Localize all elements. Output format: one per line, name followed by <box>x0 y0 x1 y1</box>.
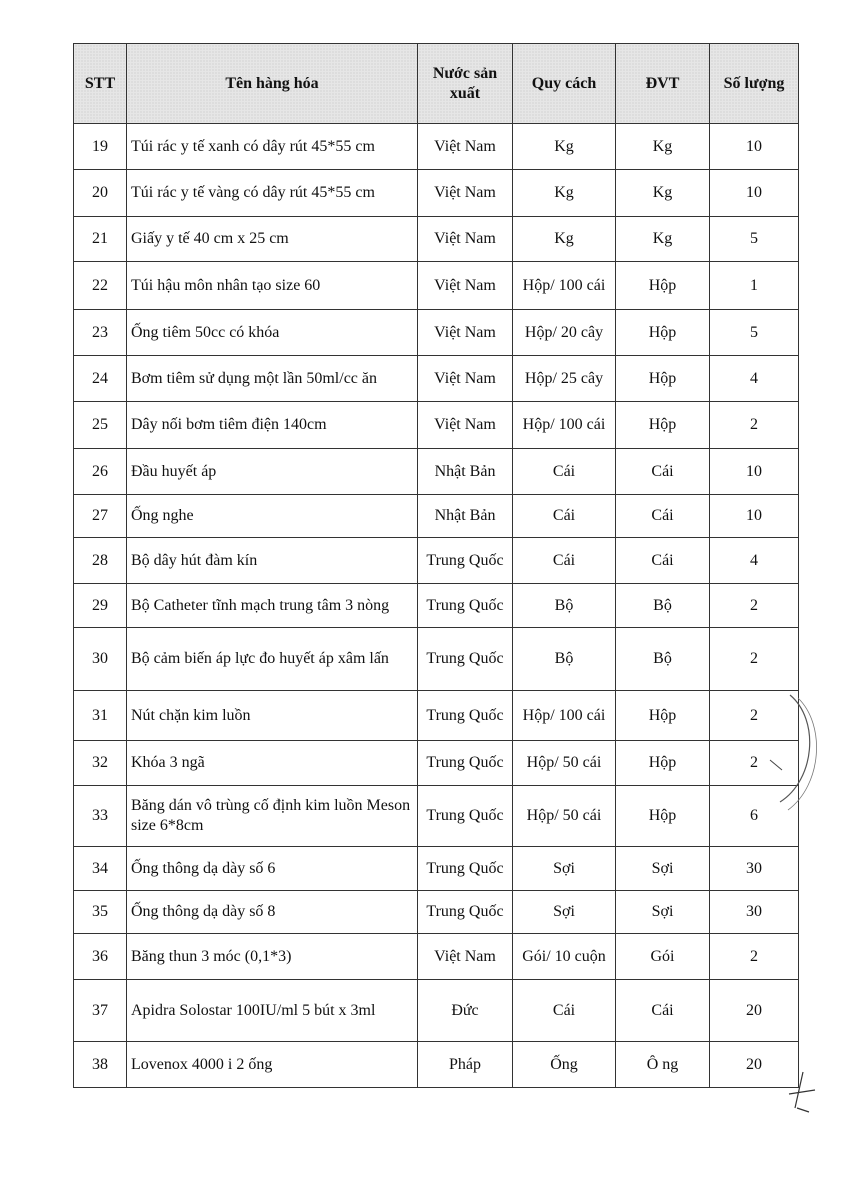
table-row <box>74 584 799 628</box>
row-origin: Việt Nam <box>418 356 513 402</box>
row-name: Bơm tiêm sử dụng một lần 50ml/cc ăn <box>127 356 418 402</box>
row-origin: Trung Quốc <box>418 628 513 691</box>
row-unit: Hộp <box>616 310 710 356</box>
row-qty: 30 <box>710 847 799 891</box>
row-spec: Kg <box>513 217 616 262</box>
row-origin: Việt Nam <box>418 217 513 262</box>
row-stt: 27 <box>74 495 127 538</box>
header-qty: Số lượng <box>710 44 799 124</box>
row-unit: Sợi <box>616 847 710 891</box>
row-spec: Hộp/ 100 cái <box>513 262 616 310</box>
row-name: Đầu huyết áp <box>127 449 418 495</box>
row-origin: Nhật Bản <box>418 449 513 495</box>
row-spec: Gói/ 10 cuộn <box>513 934 616 980</box>
row-name: Túi hậu môn nhân tạo size 60 <box>127 262 418 310</box>
row-origin: Việt Nam <box>418 934 513 980</box>
row-name: Nút chặn kim luồn <box>127 691 418 741</box>
row-stt: 20 <box>74 170 127 217</box>
table-row <box>74 891 799 934</box>
row-stt: 29 <box>74 584 127 628</box>
table-row <box>74 495 799 538</box>
row-name: Khóa 3 ngã <box>127 741 418 786</box>
row-stt: 37 <box>74 980 127 1042</box>
row-spec: Hộp/ 50 cái <box>513 741 616 786</box>
row-qty: 2 <box>710 584 799 628</box>
row-unit: Hộp <box>616 741 710 786</box>
table-row <box>74 402 799 449</box>
row-unit: Hộp <box>616 356 710 402</box>
table-row <box>74 934 799 980</box>
header-stt: STT <box>74 44 127 124</box>
row-unit: Ô ng <box>616 1042 710 1088</box>
row-name: Bộ Catheter tĩnh mạch trung tâm 3 nòng <box>127 584 418 628</box>
row-name: Ống nghe <box>127 495 418 538</box>
row-stt: 31 <box>74 691 127 741</box>
row-spec: Cái <box>513 495 616 538</box>
row-spec: Cái <box>513 538 616 584</box>
row-qty: 5 <box>710 310 799 356</box>
row-stt: 36 <box>74 934 127 980</box>
row-spec: Bộ <box>513 584 616 628</box>
table-row <box>74 449 799 495</box>
row-stt: 23 <box>74 310 127 356</box>
row-spec: Ống <box>513 1042 616 1088</box>
row-stt: 32 <box>74 741 127 786</box>
row-stt: 33 <box>74 786 127 847</box>
row-origin: Việt Nam <box>418 262 513 310</box>
row-stt: 24 <box>74 356 127 402</box>
row-qty: 4 <box>710 538 799 584</box>
row-unit: Hộp <box>616 691 710 741</box>
row-name: Ống thông dạ dày số 6 <box>127 847 418 891</box>
row-unit: Gói <box>616 934 710 980</box>
table-row <box>74 1042 799 1088</box>
table-row <box>74 786 799 847</box>
row-origin: Trung Quốc <box>418 847 513 891</box>
table-row <box>74 262 799 310</box>
table-row <box>74 980 799 1042</box>
row-name: Apidra Solostar 100IU/ml 5 bút x 3ml <box>127 980 418 1042</box>
header-spec: Quy cách <box>513 44 616 124</box>
table-row <box>74 124 799 170</box>
table-row <box>74 356 799 402</box>
table-row <box>74 310 799 356</box>
row-origin: Đức <box>418 980 513 1042</box>
row-qty: 2 <box>710 691 799 741</box>
row-spec: Hộp/ 100 cái <box>513 691 616 741</box>
row-unit: Sợi <box>616 891 710 934</box>
row-stt: 34 <box>74 847 127 891</box>
row-origin: Trung Quốc <box>418 741 513 786</box>
row-spec: Sợi <box>513 847 616 891</box>
table-row <box>74 217 799 262</box>
row-origin: Việt Nam <box>418 124 513 170</box>
row-spec: Kg <box>513 170 616 217</box>
goods-table <box>73 43 799 1088</box>
row-unit: Kg <box>616 124 710 170</box>
row-spec: Sợi <box>513 891 616 934</box>
row-name: Ống tiêm 50cc có khóa <box>127 310 418 356</box>
row-qty: 2 <box>710 934 799 980</box>
row-qty: 2 <box>710 741 799 786</box>
row-origin: Trung Quốc <box>418 691 513 741</box>
row-spec: Hộp/ 20 cây <box>513 310 616 356</box>
row-qty: 2 <box>710 628 799 691</box>
row-qty: 6 <box>710 786 799 847</box>
row-stt: 30 <box>74 628 127 691</box>
row-stt: 19 <box>74 124 127 170</box>
row-unit: Bộ <box>616 584 710 628</box>
row-unit: Cái <box>616 980 710 1042</box>
row-stt: 25 <box>74 402 127 449</box>
row-unit: Hộp <box>616 786 710 847</box>
row-qty: 20 <box>710 980 799 1042</box>
row-name: Túi rác y tế xanh có dây rút 45*55 cm <box>127 124 418 170</box>
header-origin: Nước sản xuất <box>418 44 513 124</box>
table-row <box>74 538 799 584</box>
row-qty: 10 <box>710 124 799 170</box>
row-unit: Cái <box>616 538 710 584</box>
row-spec: Hộp/ 25 cây <box>513 356 616 402</box>
row-qty: 10 <box>710 495 799 538</box>
row-qty: 5 <box>710 217 799 262</box>
row-qty: 20 <box>710 1042 799 1088</box>
row-qty: 10 <box>710 170 799 217</box>
row-name: Bộ dây hút đàm kín <box>127 538 418 584</box>
row-stt: 21 <box>74 217 127 262</box>
row-name: Băng thun 3 móc (0,1*3) <box>127 934 418 980</box>
row-name: Túi rác y tế vàng có dây rút 45*55 cm <box>127 170 418 217</box>
row-spec: Hộp/ 50 cái <box>513 786 616 847</box>
row-unit: Hộp <box>616 262 710 310</box>
row-name: Giấy y tế 40 cm x 25 cm <box>127 217 418 262</box>
row-spec: Cái <box>513 980 616 1042</box>
row-origin: Trung Quốc <box>418 538 513 584</box>
table-row <box>74 847 799 891</box>
row-stt: 28 <box>74 538 127 584</box>
table-body <box>74 124 799 1088</box>
table-row <box>74 628 799 691</box>
row-stt: 22 <box>74 262 127 310</box>
row-name: Bộ cảm biến áp lực đo huyết áp xâm lấn <box>127 628 418 691</box>
row-spec: Kg <box>513 124 616 170</box>
row-spec: Bộ <box>513 628 616 691</box>
table-row <box>74 691 799 741</box>
row-spec: Cái <box>513 449 616 495</box>
table-row <box>74 170 799 217</box>
header-unit: ĐVT <box>616 44 710 124</box>
row-origin: Trung Quốc <box>418 786 513 847</box>
row-origin: Trung Quốc <box>418 891 513 934</box>
row-name: Lovenox 4000 i 2 ống <box>127 1042 418 1088</box>
row-unit: Bộ <box>616 628 710 691</box>
row-unit: Kg <box>616 170 710 217</box>
row-stt: 26 <box>74 449 127 495</box>
row-origin: Trung Quốc <box>418 584 513 628</box>
header-name: Tên hàng hóa <box>127 44 418 124</box>
row-qty: 30 <box>710 891 799 934</box>
table-row <box>74 741 799 786</box>
row-name: Ống thông dạ dày số 8 <box>127 891 418 934</box>
row-name: Dây nối bơm tiêm điện 140cm <box>127 402 418 449</box>
row-stt: 35 <box>74 891 127 934</box>
row-unit: Cái <box>616 495 710 538</box>
row-origin: Việt Nam <box>418 402 513 449</box>
row-spec: Hộp/ 100 cái <box>513 402 616 449</box>
row-qty: 1 <box>710 262 799 310</box>
row-origin: Nhật Bản <box>418 495 513 538</box>
row-origin: Việt Nam <box>418 170 513 217</box>
row-name: Băng dán vô trùng cố định kim luồn Meson size 6*8cm <box>127 786 418 847</box>
row-qty: 2 <box>710 402 799 449</box>
row-qty: 4 <box>710 356 799 402</box>
row-origin: Việt Nam <box>418 310 513 356</box>
row-qty: 10 <box>710 449 799 495</box>
row-unit: Cái <box>616 449 710 495</box>
row-stt: 38 <box>74 1042 127 1088</box>
row-origin: Pháp <box>418 1042 513 1088</box>
row-unit: Hộp <box>616 402 710 449</box>
row-unit: Kg <box>616 217 710 262</box>
table-header-row <box>74 44 799 124</box>
